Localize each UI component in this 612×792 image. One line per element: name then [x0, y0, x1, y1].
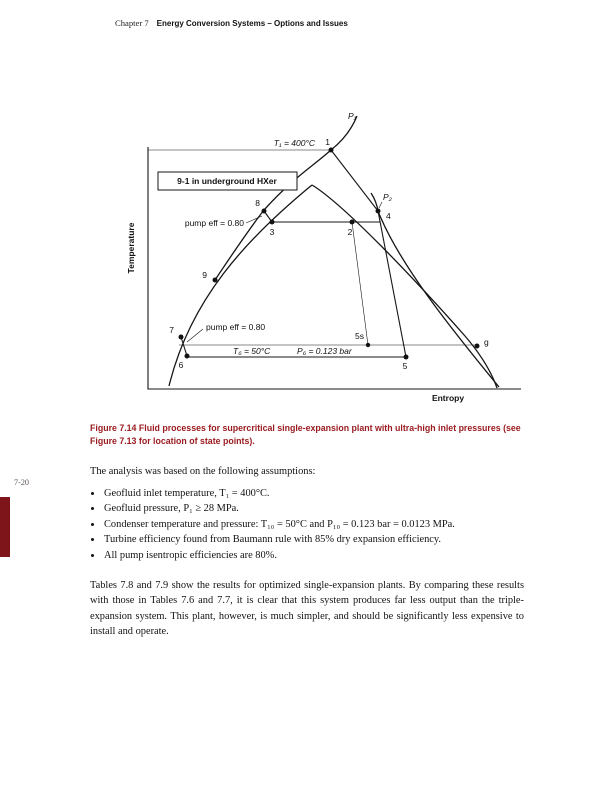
page-number: 7-20: [14, 478, 30, 487]
t1-label: T₁ = 400°C: [273, 138, 315, 148]
assumption-item: • Geofluid pressure, P₁ ≥ 28 MPa.: [103, 501, 524, 517]
running-header: [115, 13, 348, 31]
assumption-item: • All pump isentropic efficiencies are 80%.: [103, 548, 524, 564]
point-6-label: 6: [178, 360, 184, 370]
chapter-label: Chapter 7: [115, 18, 149, 28]
closing-paragraph: Tables 7.8 and 7.9 show the results for optimized single-expansion plants. By comparing these results with those in Tables 7.6 and 7.7, it is clear that this system produces far less output than the triple-expansion system. This plant, however, is much simpler, and should be significantly less expensive to install and operate.: [90, 579, 524, 638]
point-2-label: 2: [347, 227, 353, 237]
point-8-label: 8: [255, 198, 260, 208]
x-axis-label: Entropy: [431, 393, 465, 403]
body-text: [90, 464, 524, 640]
assumption-item: • Turbine efficiency found from Baumann rule with 85% dry expansion efficiency.: [103, 532, 524, 548]
p2-label: P₂: [383, 192, 392, 202]
p1-label: P₁: [348, 111, 357, 121]
point-5s-label: 5s: [355, 331, 364, 341]
assumptions-list: [90, 486, 524, 564]
p6-label: P₆ = 0.123 bar: [297, 346, 352, 356]
figure-caption: Figure 7.14 Fluid processes for supercritical single-expansion plant with ultra-high inlet pressures (see Figure 7.13 for location of state points).: [90, 423, 521, 446]
pump-eff-lower-label: pump eff = 0.80: [206, 322, 266, 332]
assumption-item: • Condenser temperature and pressure: T₁₀ = 50°C and P₁₀ = 0.123 bar = 0.0123 MPa.: [103, 517, 524, 533]
y-axis-label: Temperature: [126, 222, 136, 274]
assumption-item: • Geofluid inlet temperature, T₁ = 400°C.: [103, 486, 524, 502]
margin-tab-bar: [0, 497, 10, 557]
point-4-label: 4: [386, 211, 391, 221]
point-7-label: 7: [169, 325, 174, 335]
point-1-label: 1: [325, 137, 330, 147]
hxer-box-label: 9-1 in underground HXer: [177, 176, 277, 186]
t6-label: T₆ = 50°C: [233, 346, 271, 356]
assumptions-intro: The analysis was based on the following assumptions:: [90, 466, 316, 477]
point-9-label: 9: [202, 270, 207, 280]
pump-eff-upper-label: pump eff = 0.80: [184, 218, 244, 228]
point-g-label: g: [484, 337, 489, 347]
point-3-label: 3: [269, 227, 275, 237]
hxer-annotation-box: [158, 172, 297, 190]
chapter-title: Energy Conversion Systems – Options and Issues: [156, 19, 348, 28]
point-5-label: 5: [402, 361, 408, 371]
isobar-curve-p2: [371, 193, 499, 387]
ts-diagram: [95, 98, 550, 413]
